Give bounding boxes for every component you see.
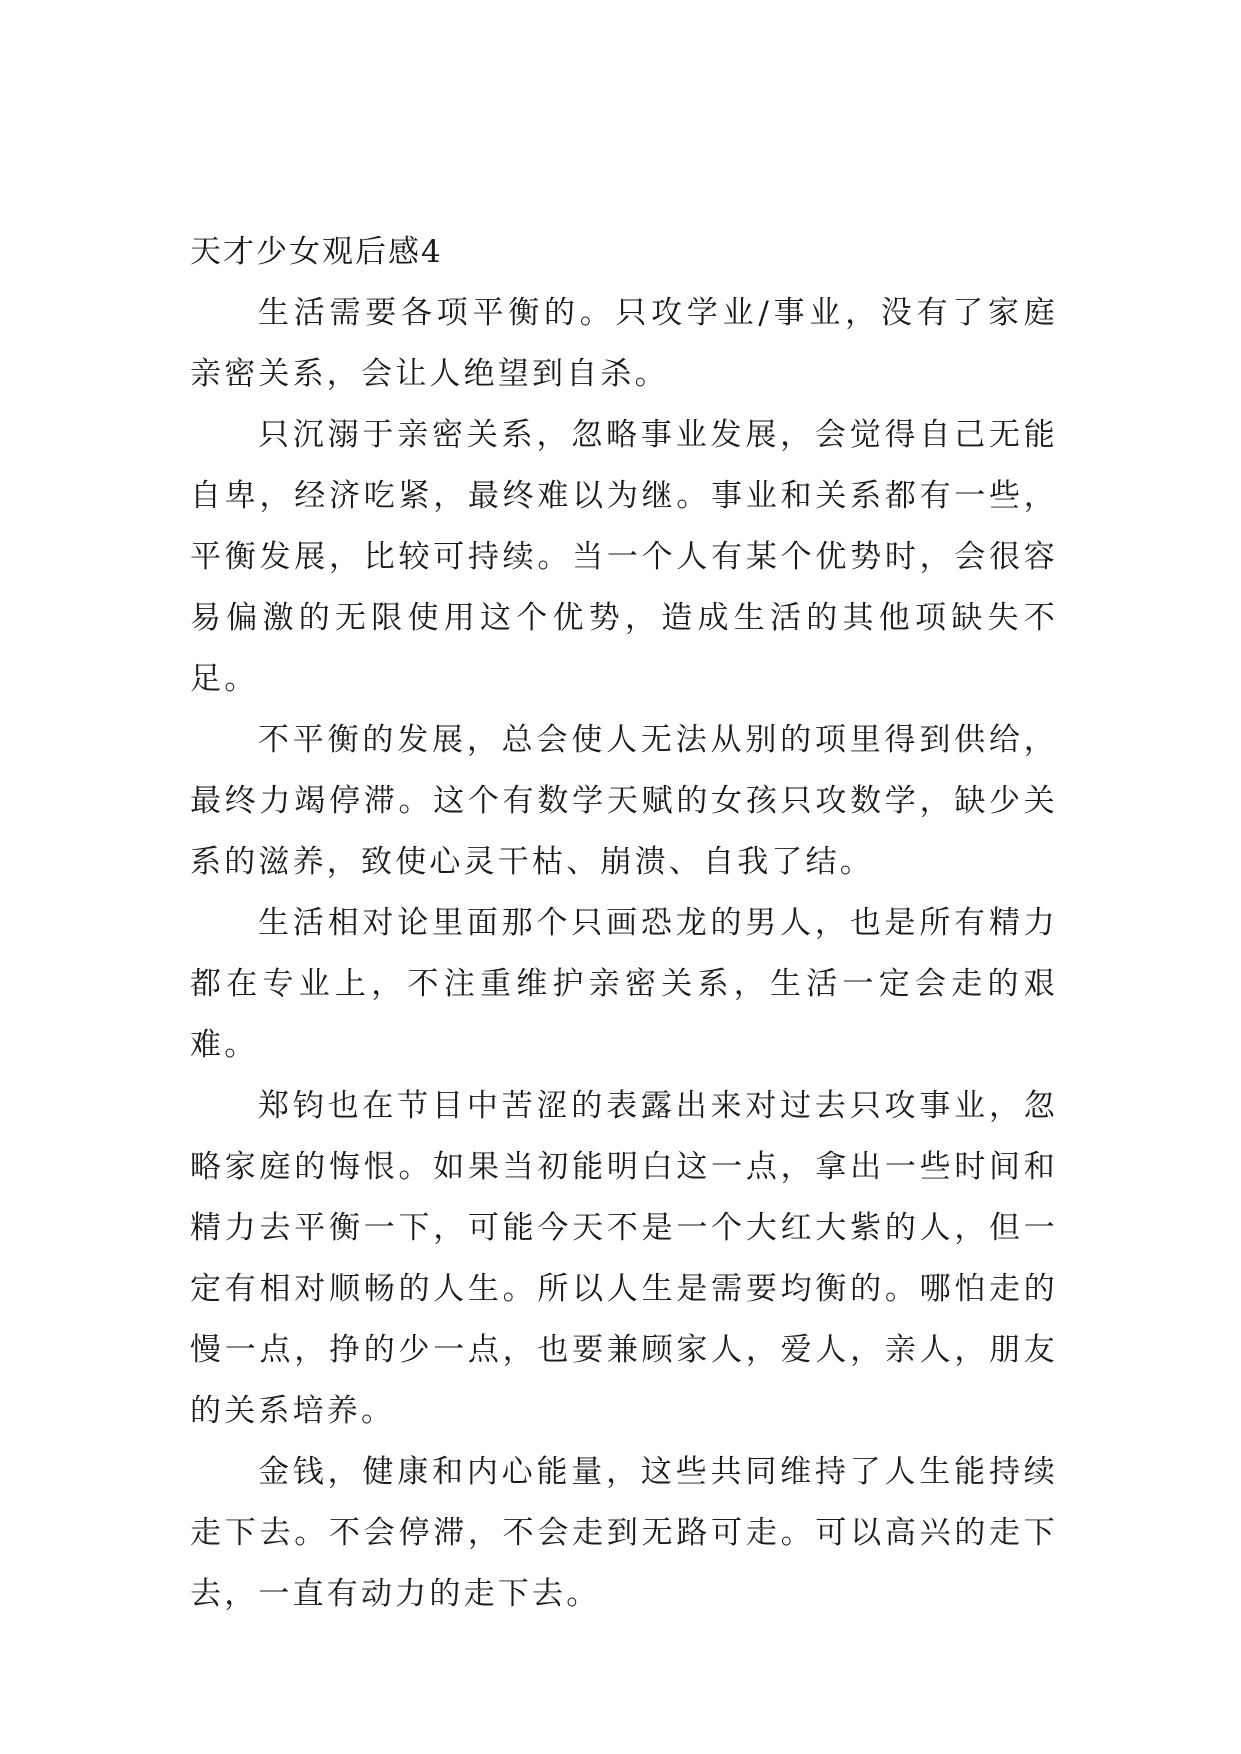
paragraph-1: 生活需要各项平衡的。只攻学业/事业，没有了家庭亲密关系，会让人绝望到自杀。	[190, 295, 1058, 392]
document-body	[190, 222, 1058, 1625]
paragraph-6: 金钱，健康和内心能量，这些共同维持了人生能持续走下去。不会停滞，不会走到无路可走。可以高兴的走下去，一直有动力的走下去。	[190, 1454, 1058, 1612]
paragraph-5: 郑钧也在节目中苦涩的表露出来对过去只攻事业，忽略家庭的悔恨。如果当初能明白这一点，拿出一些时间和精力去平衡一下，可能今天不是一个大红大紫的人，但一定有相对顺畅的人生。所以人生是需要均衡的。哪怕走的慢一点，挣的少一点，也要兼顾家人，爱人，亲人，朋友的关系培养。	[190, 1088, 1058, 1429]
document-title: 天才少女观后感4	[190, 234, 443, 270]
paragraph-3: 不平衡的发展，总会使人无法从别的项里得到供给，最终力竭停滞。这个有数学天赋的女孩只攻数学，缺少关系的滋养，致使心灵干枯、崩溃、自我了结。	[190, 722, 1058, 880]
paragraph-2: 只沉溺于亲密关系，忽略事业发展，会觉得自己无能自卑，经济吃紧，最终难以为继。事业和关系都有一些，平衡发展，比较可持续。当一个人有某个优势时，会很容易偏激的无限使用这个优势，造成生活的其他项缺失不足。	[190, 417, 1058, 697]
paragraph-4: 生活相对论里面那个只画恐龙的男人，也是所有精力都在专业上，不注重维护亲密关系，生活一定会走的艰难。	[190, 905, 1058, 1063]
